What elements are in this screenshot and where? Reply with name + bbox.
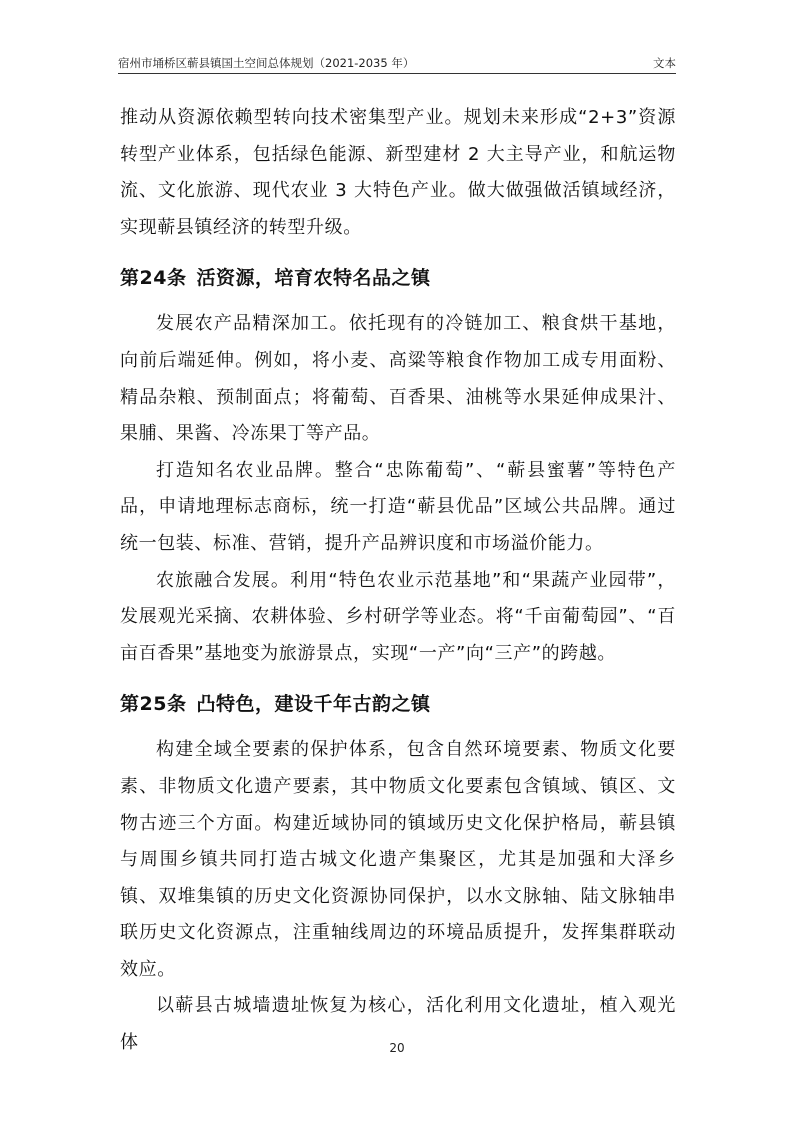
paragraph-industry-transformation: 推动从资源依赖型转向技术密集型产业。规划未来形成“2+3”资源转型产业体系，包括绿色能源、新型建材 2 大主导产业，和航运物流、文化旅游、现代农业 3 大特色产业。做大做强做活镇域经济，实现蕲县镇经济的转型升级。 — [120, 107, 676, 238]
article-25-title: 凸特色，建设千年古韵之镇 — [196, 693, 431, 716]
article-24-number: 第24条 — [120, 267, 187, 290]
article-25-heading — [120, 672, 676, 732]
header-divider — [118, 73, 676, 74]
article-24-title: 活资源，培育农特名品之镇 — [196, 267, 431, 290]
page-header — [118, 55, 676, 75]
document-type-label: 文本 — [653, 56, 676, 70]
document-title: 宿州市埇桥区蕲县镇国土空间总体规划（2021-2035 年） — [118, 56, 415, 70]
paragraph-heritage-protection: 构建全域全要素的保护体系，包含自然环境要素、物质文化要素、非物质文化遗产要素，其中物质文化要素包含镇域、镇区、文物古迹三个方面。构建近域协同的镇域历史文化保护格局，蕲县镇与周围乡镇共同打造古城文化遗产集聚区，尤其是加强和大泽乡镇、双堆集镇的历史文化资源协同保护，以水文脉轴、陆文脉轴串联历史文化资源点，注重轴线周边的环境品质提升，发挥集群联动效应。 — [120, 739, 676, 980]
paragraph-agri-processing: 发展农产品精深加工。依托现有的冷链加工、粮食烘干基地，向前后端延伸。例如，将小麦、高粱等粮食作物加工成专用面粉、精品杂粮、预制面点；将葡萄、百香果、油桃等水果延伸成果汁、果脯、果酱、冷冻果丁等产品。 — [120, 313, 676, 445]
page-number: 20 — [389, 1041, 405, 1055]
paragraph-agri-brand: 打造知名农业品牌。整合“忠陈葡萄”、“蕲县蜜薯”等特色产品，申请地理标志商标，统一打造“蕲县优品”区域公共品牌。通过统一包装、标准、营销，提升产品辨识度和市场溢价能力。 — [120, 459, 676, 554]
article-24-heading — [120, 246, 676, 306]
paragraph-city-wall-revival: 以蕲县古城墙遗址恢复为核心，活化利用文化遗址，植入观光体 — [120, 995, 676, 1054]
document-body — [120, 100, 676, 1062]
article-25-number: 第25条 — [120, 693, 187, 716]
paragraph-agri-tourism: 农旅融合发展。利用“特色农业示范基地”和“果蔬产业园带”，发展观光采摘、农耕体验、乡村研学等业态。将“千亩葡萄园”、“百亩百香果”基地变为旅游景点，实现“一产”向“三产”的跨越。 — [120, 569, 676, 664]
